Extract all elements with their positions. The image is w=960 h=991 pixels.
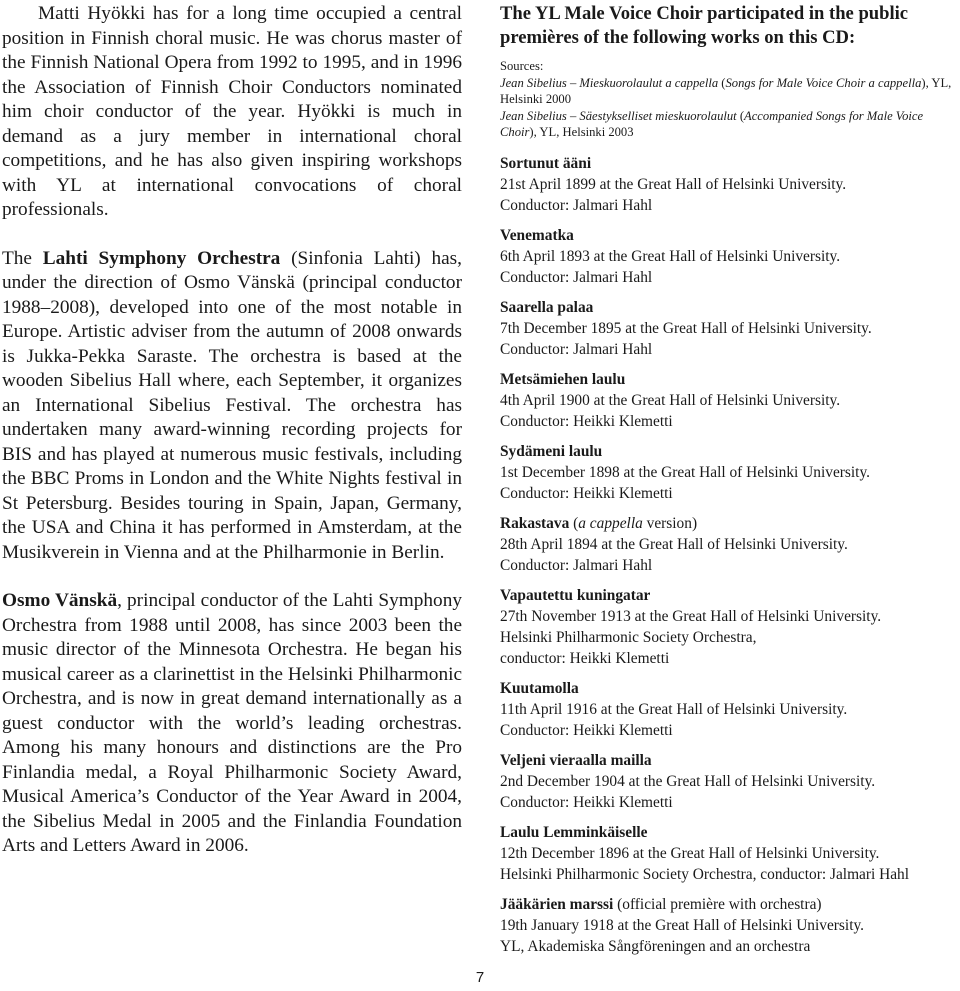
work-conductor: Conductor: Heikki Klemetti	[500, 484, 673, 502]
work-entry	[500, 297, 956, 360]
work-title: Laulu Lemminkäiselle	[500, 823, 648, 841]
source-text: (	[718, 75, 726, 90]
work-conductor: Conductor: Jalmari Hahl	[500, 340, 653, 358]
source-entry	[500, 75, 956, 108]
source-translation: Accompanied Songs for Male Voice Choir	[500, 108, 924, 139]
note-italic: a cappella	[578, 514, 643, 532]
work-conductor: Conductor: Heikki Klemetti	[500, 412, 673, 430]
work-premiere-date: 11th April 1916 at the Great Hall of Helsinki University.	[500, 700, 848, 718]
source-title: Jean Sibelius – Mieskuorolaulut a cappella	[500, 75, 719, 90]
work-premiere-date: 27th November 1913 at the Great Hall of Helsinki University.	[500, 607, 882, 625]
bold-osmo-vanska: Osmo Vänskä	[2, 590, 118, 611]
bold-lahti-symphony-orchestra: Lahti Symphony Orchestra	[42, 247, 281, 269]
work-title: Saarella palaa	[500, 298, 594, 316]
page-number: 7	[475, 969, 485, 986]
source-entry	[500, 108, 956, 141]
work-entry	[500, 750, 956, 813]
work-title: Metsämiehen laulu	[500, 370, 626, 388]
work-title-text: Jääkärien marssi	[500, 895, 614, 913]
left-column	[2, 2, 462, 883]
work-entry	[500, 678, 956, 741]
paragraph-hyokki: Matti Hyökki has for a long time occupied a central position in Finnish choral music. He was chorus master of the Finnish National Opera from 1992 to 1995, and in 1996 the Association of Finnish Choir Conductors nominated him choir conductor of the year. Hyökki is much in demand as a jury member in international choral competitions, and he has also given inspiring workshops with YL at international convocations of choral professionals.	[2, 3, 462, 220]
premieres-heading: The YL Male Voice Choir participated in the public premières of the following works on this CD:	[500, 3, 909, 48]
work-title	[500, 513, 956, 534]
sources-block	[500, 58, 956, 141]
work-conductor: Conductor: Jalmari Hahl	[500, 556, 653, 574]
work-orchestra: Helsinki Philharmonic Society Orchestra,	[500, 628, 757, 646]
source-text: (	[736, 108, 745, 123]
work-title: Vapautettu kuningatar	[500, 586, 651, 604]
paragraph-lahti-orchestra	[2, 247, 462, 566]
paragraph-osmo-vanska	[2, 589, 462, 859]
paragraph-body: , principal conductor of the Lahti Symphony Orchestra from 1988 until 2008, has since 2003 been the music director of the Minnesota Orchestra. He began his musical career as a clarinettist in the Helsinki Philharmonic Orchestra, and is now in great demand internationally as a guest conductor with the world’s leading orchestras. Among his many honours and distinctions are the Pro Finlandia medal, a Royal Philharmonic Society Award, Musical America’s Conductor of the Year Award in 2004, the Sibelius Medal in 2005 and the Finlandia Foundation Arts and Letters Award in 2006.	[2, 590, 462, 856]
work-entry	[500, 441, 956, 504]
work-conductor: Conductor: Jalmari Hahl	[500, 196, 653, 214]
work-premiere-date: 19th January 1918 at the Great Hall of Helsinki University.	[500, 916, 865, 934]
work-title: Sortunut ääni	[500, 154, 592, 172]
work-entry	[500, 153, 956, 216]
paragraph-prefix: The	[2, 247, 43, 269]
work-conductor: Conductor: Jalmari Hahl	[500, 268, 653, 286]
work-entry	[500, 513, 956, 576]
note-text: (	[569, 514, 579, 532]
paragraph-body: (Sinfonia Lahti) has, under the direction of Osmo Vänskä (principal conductor 1988–2008), developed into one of the most notable in Europe. Artistic adviser from the autumn of 2008 onwards is Jukka-Pekka Saraste. The orchestra is based at the wooden Sibelius Hall where, each September, it organizes an International Sibelius Festival. The orchestra has undertaken many award-winning recording projects for BIS and has played at numerous music festivals, including the BBC Proms in London and the White Nights festival in St Petersburg. Besides touring in Spain, Japan, Germany, the USA and China it has performed in Amsterdam, at the Musikverein in Vienna and at the Philharmonie in Berlin.	[2, 247, 463, 563]
source-text: ), YL, Helsinki 2003	[529, 125, 634, 139]
work-entry	[500, 894, 956, 957]
work-conductor: conductor: Heikki Klemetti	[500, 649, 670, 667]
work-conductor: Conductor: Heikki Klemetti	[500, 721, 673, 739]
work-title: Veljeni vieraalla mailla	[500, 751, 652, 769]
work-premiere-date: 2nd December 1904 at the Great Hall of Helsinki University.	[500, 772, 876, 790]
source-text: ), YL, Helsinki 2000	[500, 75, 952, 106]
work-entry	[500, 225, 956, 288]
work-premiere-date: 1st December 1898 at the Great Hall of Helsinki University.	[500, 463, 870, 481]
work-title: Kuutamolla	[500, 679, 579, 697]
right-column	[500, 2, 956, 966]
work-title-note	[569, 515, 697, 532]
work-title-text: Rakastava	[500, 514, 570, 532]
work-conductor: Conductor: Heikki Klemetti	[500, 793, 673, 811]
work-title: Sydämeni laulu	[500, 442, 603, 460]
work-premiere-date: 7th December 1895 at the Great Hall of Helsinki University.	[500, 319, 872, 337]
work-title: Venematka	[500, 226, 574, 244]
work-entry	[500, 585, 956, 669]
work-entry	[500, 369, 956, 432]
work-premiere-date: 28th April 1894 at the Great Hall of Helsinki University.	[500, 535, 848, 553]
work-performers: YL, Akademiska Sångföreningen and an orchestra	[500, 937, 811, 955]
work-premiere-date: 4th April 1900 at the Great Hall of Helsinki University.	[500, 391, 841, 409]
source-translation: Songs for Male Voice Choir a cappella	[725, 75, 922, 90]
sources-label: Sources:	[500, 59, 544, 73]
work-conductor: Helsinki Philharmonic Society Orchestra, conductor: Jalmari Hahl	[500, 865, 910, 883]
work-premiere-date: 12th December 1896 at the Great Hall of Helsinki University.	[500, 844, 880, 862]
work-premiere-date: 21st April 1899 at the Great Hall of Helsinki University.	[500, 175, 847, 193]
source-title: Jean Sibelius – Säestykselliset mieskuorolaulut	[500, 108, 737, 123]
work-premiere-date: 6th April 1893 at the Great Hall of Helsinki University.	[500, 247, 841, 265]
note-text: version)	[642, 514, 698, 532]
work-title	[500, 894, 956, 915]
work-title-note: (official première with orchestra)	[613, 895, 822, 913]
work-entry	[500, 822, 956, 885]
